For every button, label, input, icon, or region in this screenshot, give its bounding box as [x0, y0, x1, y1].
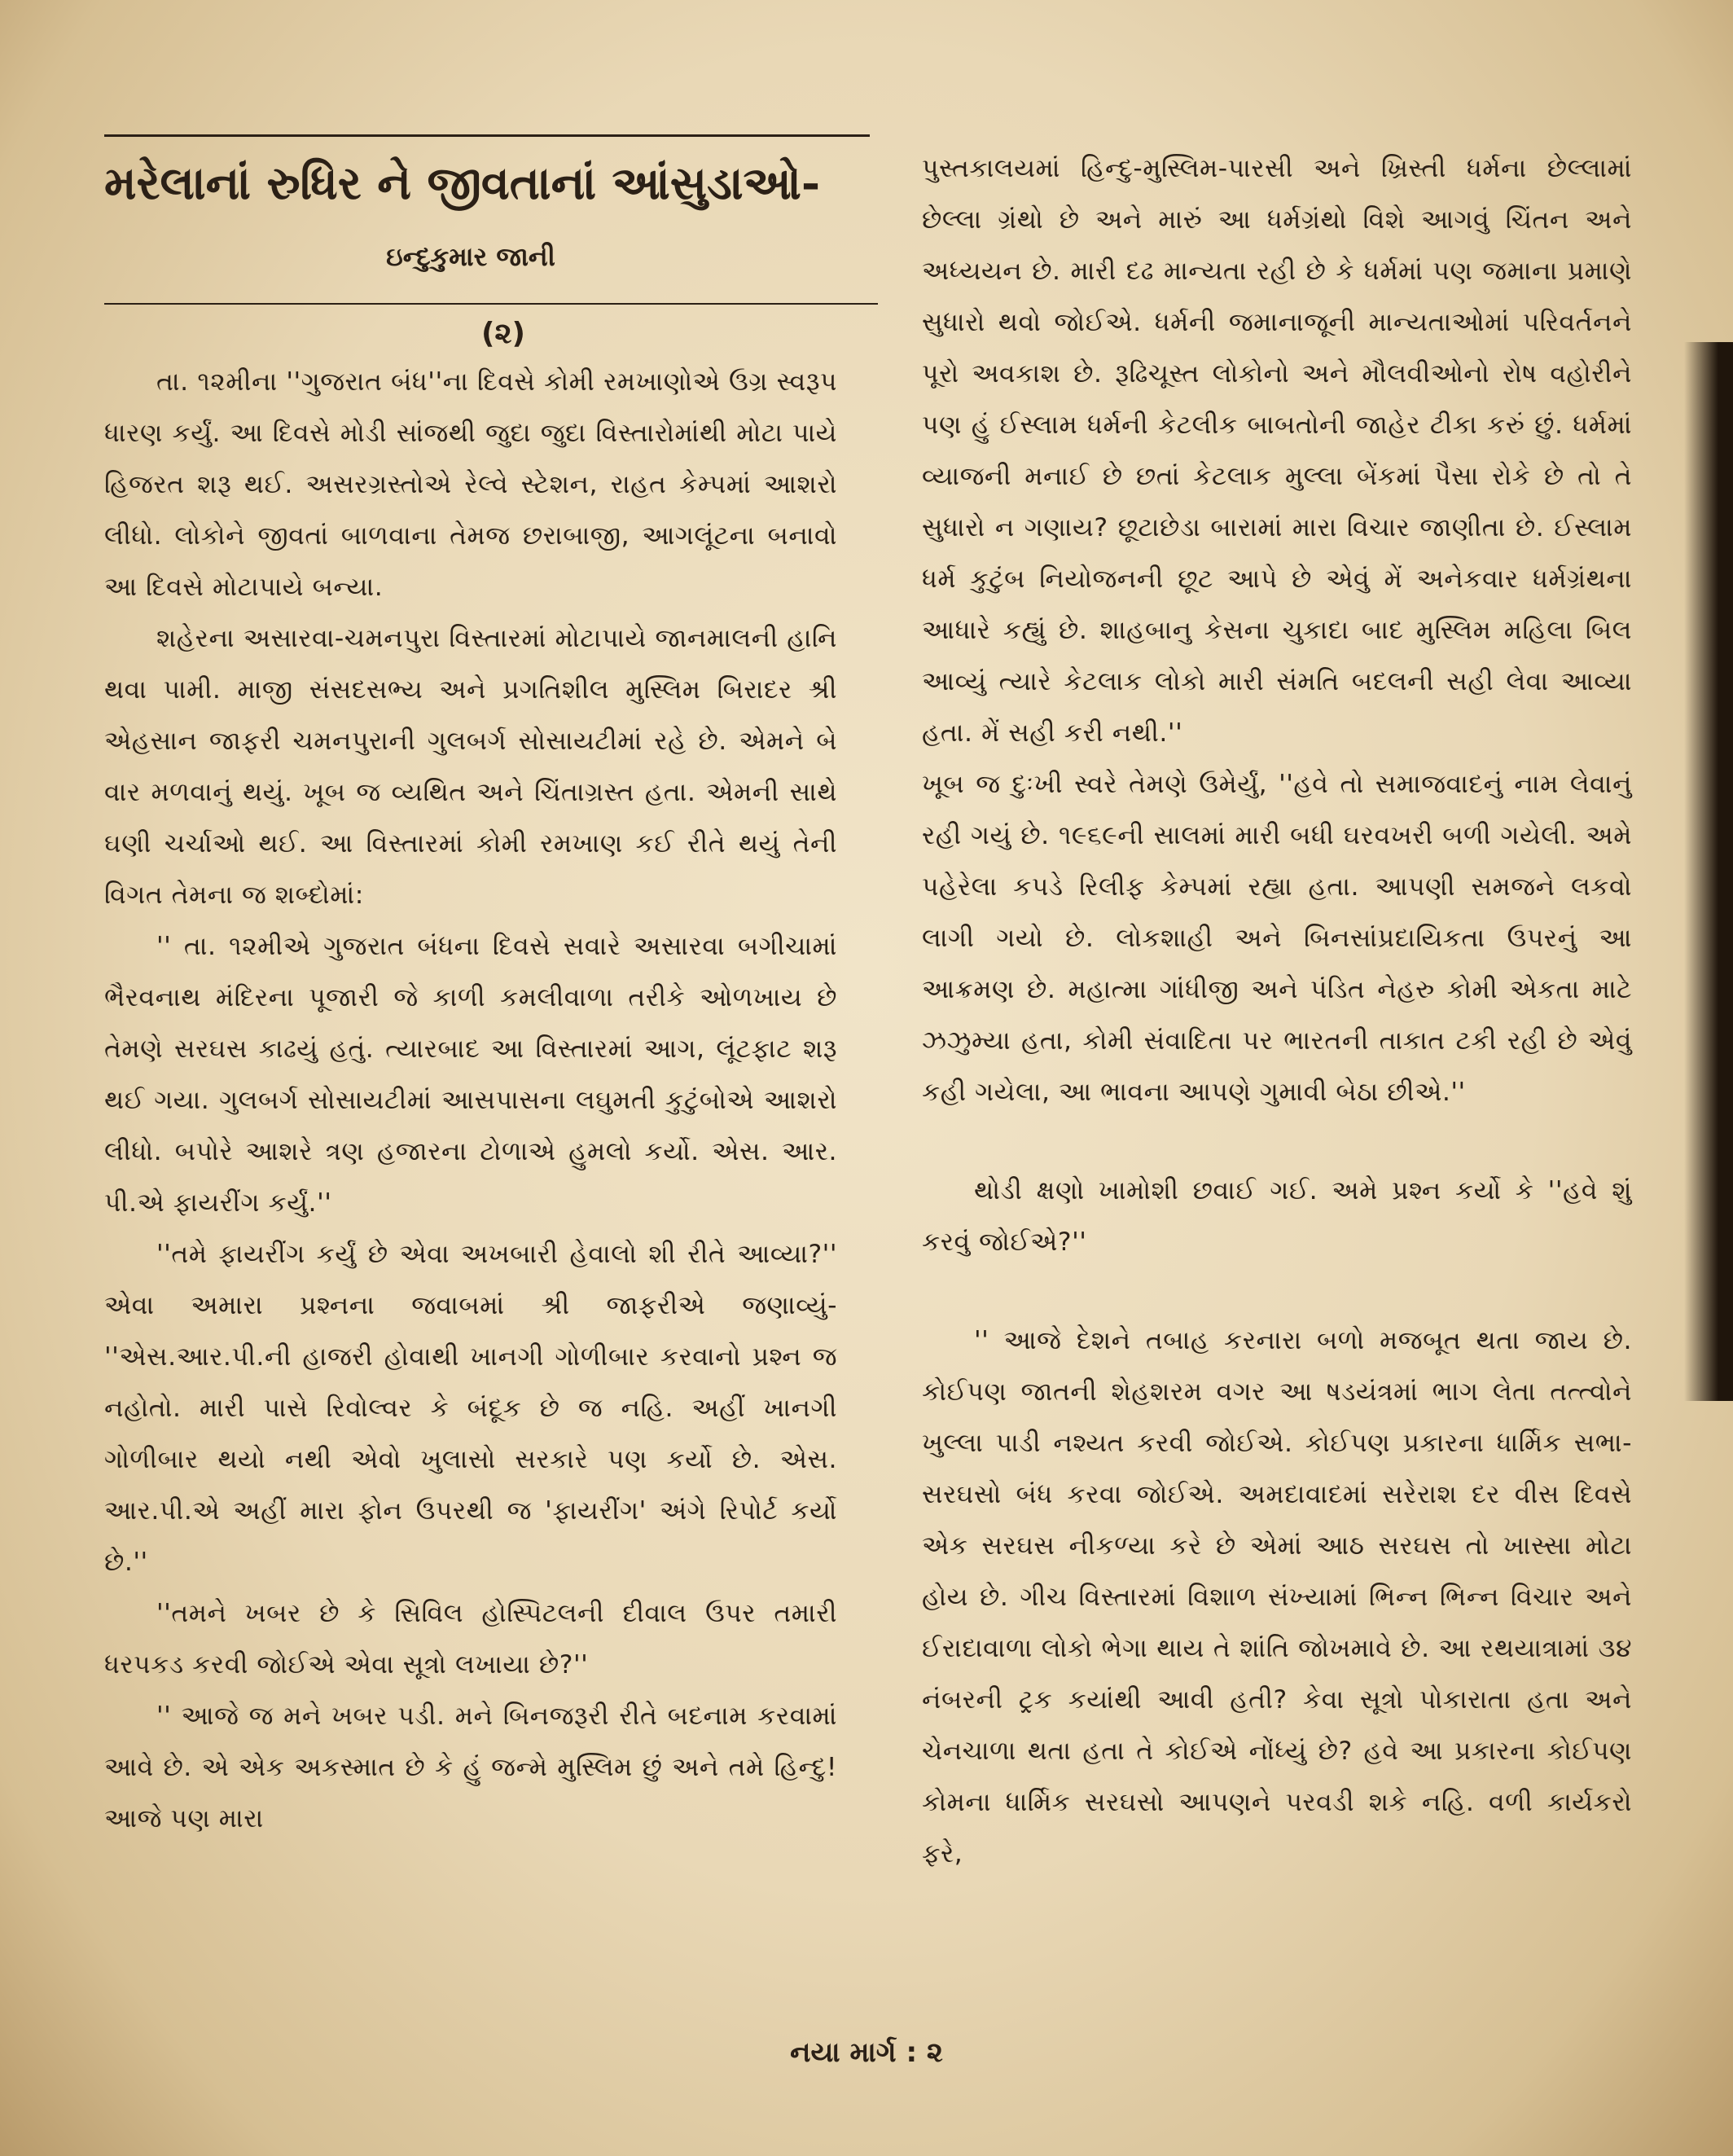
title-top-rule — [104, 134, 870, 137]
paragraph: ''તમને ખબર છે કે સિવિલ હોસ્પિટલની દીવાલ ઉપર તમારી ધરપકડ કરવી જોઈએ એવા સૂત્રો લખાયા છે?'' — [104, 1599, 837, 1680]
author-bottom-rule — [104, 303, 878, 305]
paragraph: શહેરના અસારવા-ચમનપુરા વિસ્તારમાં મોટાપાયે જાનમાલની હાનિ થવા પામી. માજી સંસદસભ્ય અને પ્રગતિશીલ મુસ્લિમ બિરાદર શ્રી એહસાન જાફરી ચમનપુરાની ગુલબર્ગ સોસાયટીમાં રહે છે. એમને બે વાર મળવાનું થયું. ખૂબ જ વ્યથિત અને ચિંતાગ્રસ્ત હતા. એમની સાથે ઘણી ચર્ચાઓ થઈ. આ વિસ્તારમાં કોમી રમખાણ કઈ રીતે થયું તેની વિગત તેમના જ શબ્દોમાં: — [104, 624, 837, 910]
paragraph: '' તા. ૧૨મીએ ગુજરાત બંધના દિવસે સવારે અસારવા બગીચામાં ભૈરવનાથ મંદિરના પૂજારી જે કાળી કમલીવાળા તરીકે ઓળખાય છે તેમણે સરઘસ કાઢયું હતું. ત્યારબાદ આ વિસ્તારમાં આગ, લૂંટફાટ શરૂ થઈ ગયા. ગુલબર્ગ સોસાયટીમાં આસપાસના લઘુમતી કુટુંબોએ આશરો લીધો. બપોરે આશરે ત્રણ હજારના ટોળાએ હુમલો કર્યો. એસ. આર. પી.એ ફાયરીંગ કર્યું.'' — [104, 932, 837, 1218]
paragraph: '' આજે જ મને ખબર પડી. મને બિનજરૂરી રીતે બદનામ કરવામાં આવે છે. એ એક અકસ્માત છે કે હું જન્મે મુસ્લિમ છું અને તમે હિન્દુ! આજે પણ મારા — [104, 1702, 837, 1833]
paragraph: તા. ૧૨મીના ''ગુજરાત બંધ''ના દિવસે કોમી રમખાણોએ ઉગ્ર સ્વરૂપ ધારણ કર્યું. આ દિવસે મોડી સાંજથી જુદા જુદા વિસ્તારોમાંથી મોટા પાયે હિજરત શરૂ થઈ. અસરગ્રસ્તોએ રેલ્વે સ્ટેશન, રાહત કેમ્પમાં આશરો લીધો. લોકોને જીવતાં બાળવાના તેમજ છરાબાજી, આગલૂંટના બનાવો આ દિવસે મોટાપાયે બન્યા. — [104, 367, 837, 602]
paragraph: પુસ્તકાલયમાં હિન્દુ-મુસ્લિમ-પારસી અને ખ્રિસ્તી ધર્મના છેલ્લામાં છેલ્લા ગ્રંથો છે અને મારું આ ધર્મગ્રંથો વિશે આગવું ચિંતન અને અધ્યયન છે. મારી દઢ માન્યતા રહી છે કે ધર્મમાં પણ જમાના પ્રમાણે સુધારો થવો જોઈએ. ધર્મની જમાનાજૂની માન્યતાઓમાં પરિવર્તનને પૂરો અવકાશ છે. રૂઢિચૂસ્ત લોકોનો અને મૌલવીઓનો રોષ વહોરીને પણ હું ઈસ્લામ ધર્મની કેટલીક બાબતોની જાહેર ટીકા કરું છું. ધર્મમાં વ્યાજની મનાઈ છે છતાં કેટલાક મુલ્લા બેંકમાં પૈસા રોકે છે તો તે સુધારો ન ગણાય? છૂટાછેડા બારામાં મારા વિચાર જાણીતા છે. ઈસ્લામ ધર્મ કુટુંબ નિયોજનની છૂટ આપે છે એવું મેં અનેકવાર ધર્મગ્રંથના આધારે કહ્યું છે. શાહબાનુ કેસના ચુકાદા બાદ મુસ્લિમ મહિલા બિલ આવ્યું ત્યારે કેટલાક લોકો મારી સંમતિ બદલની સહી લેવા આવ્યા હતા. મેં સહી કરી નથી.'' — [922, 154, 1632, 748]
paragraph: થોડી ક્ષણો ખામોશી છવાઈ ગઈ. અમે પ્રશ્ન કર્યો કે ''હવે શું કરવું જોઈએ?'' — [922, 1176, 1632, 1257]
paragraph-gap — [922, 1268, 1632, 1315]
torn-page-edge — [1684, 342, 1733, 1401]
article-part-number: (૨) — [480, 317, 526, 350]
article-author: ઇન્દુકુમાર જાની — [386, 241, 555, 272]
paragraph-gap — [922, 1118, 1632, 1166]
left-column — [104, 357, 837, 1845]
paragraph: '' આજે દેશને તબાહ કરનારા બળો મજબૂત થતા જાય છે. કોઈપણ જાતની શેહશરમ વગર આ ષડયંત્રમાં ભાગ લેતા તત્ત્વોને ખુલ્લા પાડી નશ્યત કરવી જોઈએ. કોઈપણ પ્રકારના ધાર્મિક સભા-સરઘસો બંધ કરવા જોઈએ. અમદાવાદમાં સરેરાશ દર વીસ દિવસે એક સરઘસ નીકળ્યા કરે છે એમાં આઠ સરઘસ તો ખાસ્સા મોટા હોય છે. ગીચ વિસ્તારમાં વિશાળ સંખ્યામાં ભિન્ન ભિન્ન વિચાર અને ઈરાદાવાળા લોકો ભેગા થાય તે શાંતિ જોખમાવે છે. આ રથયાત્રામાં ૩૪ નંબરની ટ્રક કયાંથી આવી હતી? કેવા સૂત્રો પોકારાતા હતા અને ચેનચાળા થતા હતા તે કોઈએ નોંધ્યું છે? હવે આ પ્રકારના કોઈપણ કોમના ધાર્મિક સરઘસો આપણને પરવડી શકે નહિ. વળી કાર્યકરો ફરે, — [922, 1326, 1632, 1868]
right-column — [922, 143, 1632, 1880]
article-title: મરેલાનાં રુધિર ને જીવતાનાં આંસુડાઓ- — [104, 156, 821, 210]
paragraph: ''તમે ફાયરીંગ કર્યું છે એવા અખબારી હેવાલો શી રીતે આવ્યા?'' એવા અમારા પ્રશ્નના જવાબમાં શ્રી જાફરીએ જણાવ્યું-''એસ.આર.પી.ની હાજરી હોવાથી ખાનગી ગોળીબાર કરવાનો પ્રશ્ન જ નહોતો. મારી પાસે રિવોલ્વર કે બંદૂક છે જ નહિ. અહીં ખાનગી ગોળીબાર થયો નથી એવો ખુલાસો સરકારે પણ કર્યો છે. એસ. આર.પી.એ અહીં મારા ફોન ઉપરથી જ 'ફાયરીંગ' અંગે રિપોર્ટ કર્યો છે.'' — [104, 1240, 837, 1577]
page-footer: નયા માર્ગ : ૨ — [790, 2036, 943, 2069]
paragraph: ખૂબ જ દુઃખી સ્વરે તેમણે ઉમેર્યું, ''હવે તો સમાજવાદનું નામ લેવાનું રહી ગયું છે. ૧૯૬૯ની સાલમાં મારી બધી ઘરવખરી બળી ગયેલી. અમે પહેરેલા કપડે રિલીફ કેમ્પમાં રહ્યા હતા. આપણી સમજને લકવો લાગી ગયો છે. લોકશાહી અને બિનસાંપ્રદાયિકતા ઉપરનું આ આક્રમણ છે. મહાત્મા ગાંધીજી અને પંડિત નેહરુ કોમી એકતા માટે ઝઝુમ્યા હતા, કોમી સંવાદિતા પર ભારતની તાકાત ટકી રહી છે એવું કહી ગયેલા, આ ભાવના આપણે ગુમાવી બેઠા છીએ.'' — [922, 770, 1632, 1107]
